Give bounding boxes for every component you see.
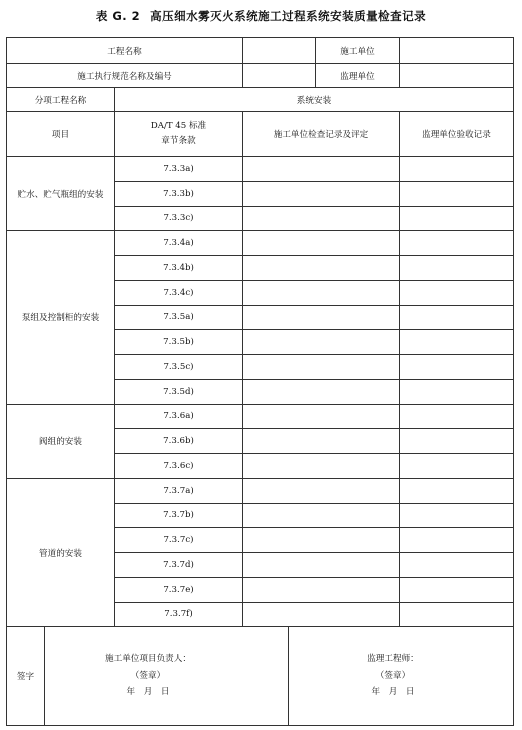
item-group-name: 管道的安装 (7, 478, 115, 627)
signature-divider (288, 627, 289, 725)
clause-cell: 7.3.3a) (115, 157, 243, 182)
contractor-record-cell[interactable] (243, 330, 400, 355)
contractor-seal-label: （签章） (130, 670, 166, 681)
contractor-record-cell[interactable] (243, 553, 400, 578)
construction-unit-value[interactable] (400, 38, 514, 64)
contractor-record-cell[interactable] (243, 206, 400, 231)
clause-cell: 7.3.7d) (115, 553, 243, 578)
supervisor-record-cell[interactable] (400, 206, 514, 231)
subproject-label: 分项工程名称 (7, 88, 115, 112)
item-group-name: 泵组及控制柜的安装 (7, 231, 115, 404)
supervision-unit-value[interactable] (400, 64, 514, 88)
header-row-project (7, 38, 514, 64)
contractor-record-cell[interactable] (243, 454, 400, 479)
clause-cell: 7.3.5b) (115, 330, 243, 355)
supervision-unit-label: 监理单位 (316, 64, 400, 88)
column-header-row (7, 112, 514, 157)
subproject-value: 系统安装 (115, 88, 514, 112)
supervisor-record-cell[interactable] (400, 528, 514, 553)
clause-cell: 7.3.7e) (115, 577, 243, 602)
contractor-date-label: 年 月 日 (126, 687, 170, 698)
clause-cell: 7.3.4a) (115, 231, 243, 256)
clause-cell: 7.3.5a) (115, 305, 243, 330)
project-name-value[interactable] (243, 38, 316, 64)
supervisor-record-cell[interactable] (400, 379, 514, 404)
clause-header-line1: DA/T 45 标准 (150, 121, 207, 131)
contractor-record-cell[interactable] (243, 478, 400, 503)
construction-unit-label: 施工单位 (316, 38, 400, 64)
item-group-name: 阀组的安装 (7, 404, 115, 478)
clause-cell: 7.3.5d) (115, 379, 243, 404)
signature-row (7, 627, 514, 726)
clause-cell: 7.3.7b) (115, 503, 243, 528)
signature-area (45, 627, 514, 726)
contractor-record-cell[interactable] (243, 305, 400, 330)
clause-cell: 7.3.6b) (115, 429, 243, 454)
supervisor-seal-label: （签章） (375, 670, 411, 681)
clause-cell: 7.3.7c) (115, 528, 243, 553)
contractor-record-cell[interactable] (243, 157, 400, 182)
contractor-record-cell[interactable] (243, 231, 400, 256)
supervisor-record-cell[interactable] (400, 478, 514, 503)
clause-header-line2: 章节条款 (161, 136, 196, 146)
supervisor-record-cell[interactable] (400, 305, 514, 330)
signature-label: 签字 (7, 627, 45, 726)
supervisor-record-cell[interactable] (400, 157, 514, 182)
clause-cell: 7.3.7a) (115, 478, 243, 503)
supervisor-record-cell[interactable] (400, 553, 514, 578)
clause-cell: 7.3.4b) (115, 256, 243, 281)
supervisor-record-cell[interactable] (400, 181, 514, 206)
supervisor-record-cell[interactable] (400, 602, 514, 627)
clause-cell: 7.3.6c) (115, 454, 243, 479)
header-row-standard (7, 64, 514, 88)
standard-label: 施工执行规范名称及编号 (7, 64, 243, 88)
inspection-record-table (6, 37, 514, 726)
column-header-item: 项目 (7, 112, 115, 157)
contractor-record-cell[interactable] (243, 256, 400, 281)
supervisor-person-label: 监理工程师： (367, 654, 419, 665)
contractor-signature-block[interactable] (73, 651, 223, 701)
table-row (7, 231, 514, 256)
supervisor-signature-block[interactable] (328, 651, 458, 701)
supervisor-record-cell[interactable] (400, 256, 514, 281)
clause-cell: 7.3.3b) (115, 181, 243, 206)
table-row (7, 157, 514, 182)
supervisor-record-cell[interactable] (400, 454, 514, 479)
item-group-name: 贮水、贮气瓶组的安装 (7, 157, 115, 231)
supervisor-record-cell[interactable] (400, 231, 514, 256)
contractor-record-cell[interactable] (243, 355, 400, 380)
table-number: 表 G. 2 (95, 9, 141, 23)
supervisor-record-cell[interactable] (400, 404, 514, 429)
contractor-record-cell[interactable] (243, 429, 400, 454)
header-row-subproject (7, 88, 514, 112)
contractor-record-cell[interactable] (243, 577, 400, 602)
contractor-record-cell[interactable] (243, 528, 400, 553)
supervisor-record-cell[interactable] (400, 429, 514, 454)
column-header-supervisor-record: 监理单位验收记录 (400, 112, 514, 157)
column-header-clause (115, 112, 243, 157)
supervisor-date-label: 年 月 日 (371, 687, 415, 698)
contractor-record-cell[interactable] (243, 602, 400, 627)
supervisor-record-cell[interactable] (400, 355, 514, 380)
supervisor-record-cell[interactable] (400, 330, 514, 355)
supervisor-record-cell[interactable] (400, 280, 514, 305)
clause-cell: 7.3.5c) (115, 355, 243, 380)
form-title (0, 8, 522, 24)
supervisor-record-cell[interactable] (400, 503, 514, 528)
contractor-record-cell[interactable] (243, 379, 400, 404)
contractor-record-cell[interactable] (243, 404, 400, 429)
table-row (7, 404, 514, 429)
project-name-label: 工程名称 (7, 38, 243, 64)
clause-cell: 7.3.7f) (115, 602, 243, 627)
clause-cell: 7.3.6a) (115, 404, 243, 429)
table-title-text: 高压细水雾灭火系统施工过程系统安装质量检查记录 (150, 9, 427, 23)
standard-value[interactable] (243, 64, 316, 88)
supervisor-record-cell[interactable] (400, 577, 514, 602)
contractor-person-label: 施工单位项目负责人： (105, 654, 191, 665)
clause-cell: 7.3.3c) (115, 206, 243, 231)
contractor-record-cell[interactable] (243, 503, 400, 528)
column-header-contractor-record: 施工单位检查记录及评定 (243, 112, 400, 157)
contractor-record-cell[interactable] (243, 280, 400, 305)
contractor-record-cell[interactable] (243, 181, 400, 206)
clause-cell: 7.3.4c) (115, 280, 243, 305)
table-row (7, 478, 514, 503)
